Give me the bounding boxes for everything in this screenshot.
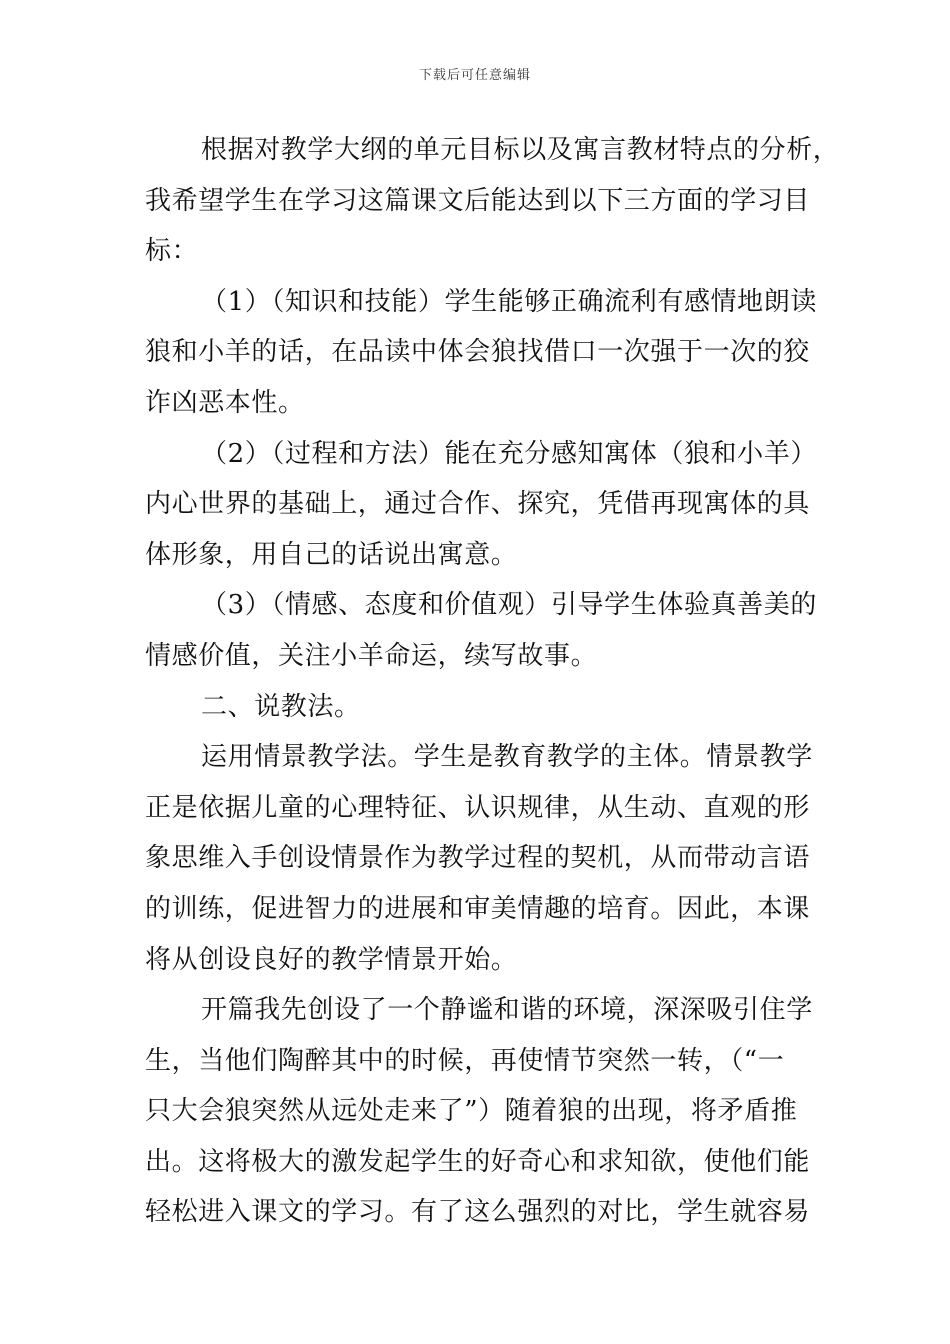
text-line: 开篇我先创设了一个静谧和谐的环境，深深吸引住学 bbox=[201, 995, 813, 1026]
text-line: 象思维入手创设情景作为教学过程的契机，从而带动言语 bbox=[145, 843, 811, 874]
text-line: 二、说教法。 bbox=[201, 691, 361, 722]
text-line: 情感价值，关注小羊命运，续写故事。 bbox=[145, 640, 598, 671]
text-line: 正是依据儿童的心理特征、认识规律，从生动、直观的形 bbox=[145, 792, 811, 823]
text-line: （2）（过程和方法）能在充分感知寓体（狼和小羊） bbox=[201, 438, 817, 469]
document-body bbox=[145, 125, 840, 1238]
text-line: 我希望学生在学习这篇课文后能达到以下三方面的学习目 bbox=[145, 185, 811, 216]
text-line: 狼和小羊的话，在品读中体会狼找借口一次强于一次的狡 bbox=[145, 337, 811, 368]
text-line: 只大会狼突然从远处走来了”）随着狼的出现，将矛盾推 bbox=[145, 1096, 798, 1127]
text-line: 的训练，促进智力的进展和审美情趣的培育。因此，本课 bbox=[145, 893, 811, 924]
text-line: 诈凶恶本性。 bbox=[145, 387, 305, 418]
text-line: 出。这将极大的激发起学生的好奇心和求知欲，使他们能 bbox=[145, 1146, 811, 1177]
text-line: 内心世界的基础上，通过合作、探究，凭借再现寓体的具 bbox=[145, 489, 811, 520]
text-line: 运用情景教学法。学生是教育教学的主体。情景教学 bbox=[201, 742, 813, 773]
text-line: 体形象，用自己的话说出寓意。 bbox=[145, 539, 518, 570]
page-header-note: 下载后可任意编辑 bbox=[418, 68, 531, 83]
text-line: （1）（知识和技能）学生能够正确流利有感情地朗读 bbox=[201, 286, 817, 317]
text-line: 生，当他们陶醉其中的时候，再使情节突然一转，（“一 bbox=[145, 1045, 785, 1076]
text-line: 根据对教学大纲的单元目标以及寓言教材特点的分析， bbox=[201, 135, 840, 165]
text-line: 标： bbox=[145, 236, 199, 267]
text-line: 轻松进入课文的学习。有了这么强烈的对比，学生就容易 bbox=[145, 1197, 811, 1228]
text-line: 将从创设良好的教学情景开始。 bbox=[145, 944, 518, 975]
text-line: （3）（情感、态度和价值观）引导学生体验真善美的 bbox=[201, 590, 817, 621]
